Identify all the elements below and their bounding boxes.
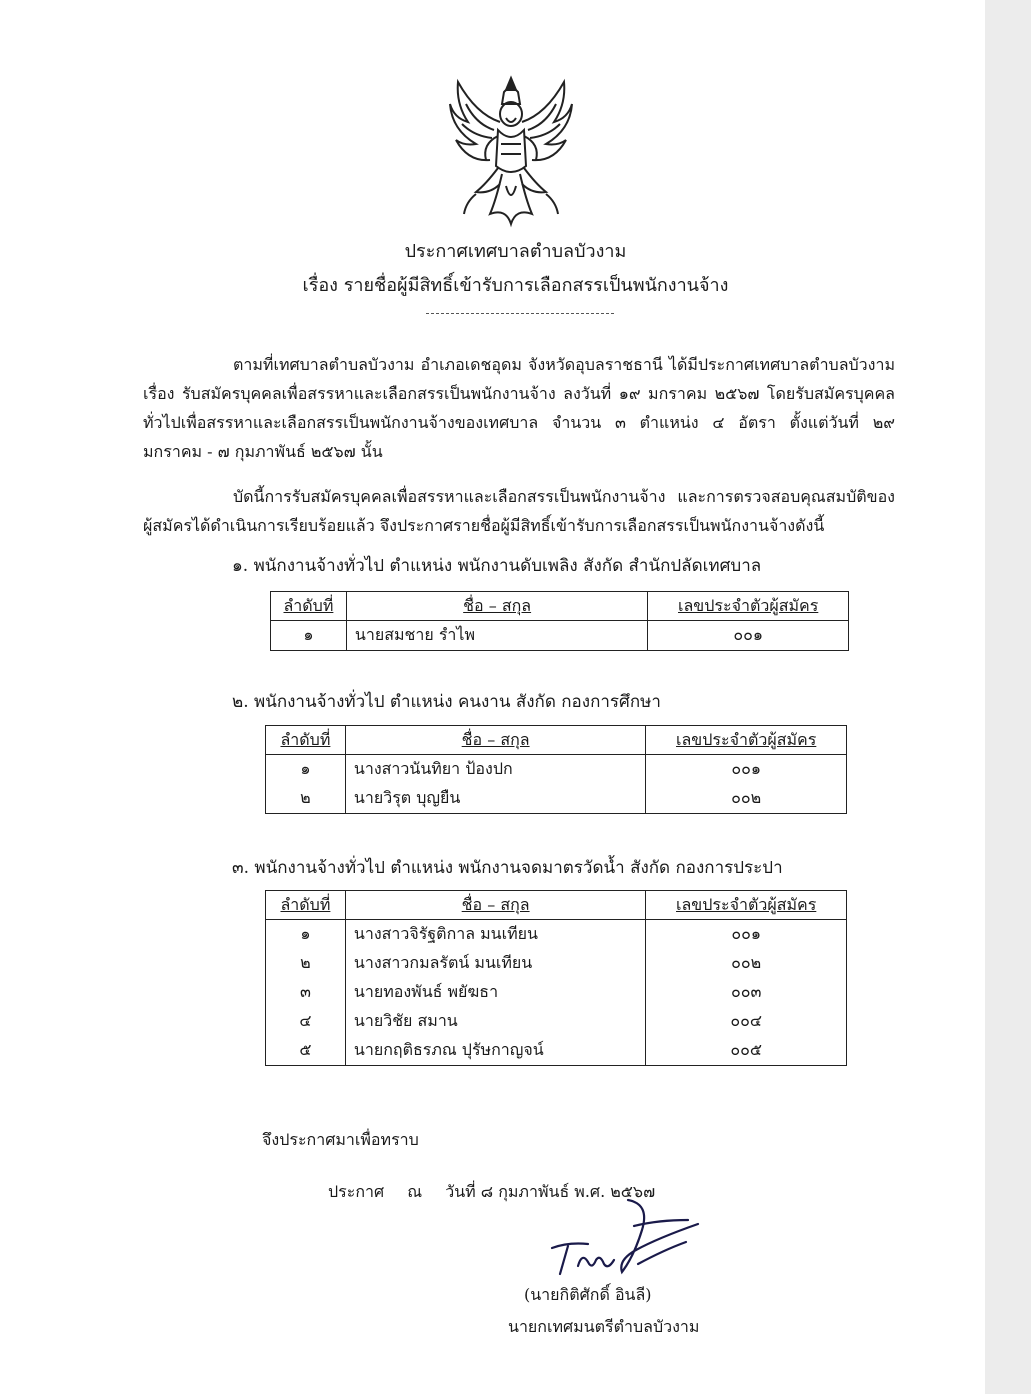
- row-name: นางสาวกมลรัตน์ มนเทียน: [345, 949, 645, 978]
- section-1-table: [270, 591, 849, 651]
- table-row: [266, 784, 847, 814]
- table-row: [266, 949, 847, 978]
- announce-at: ณ: [407, 1182, 423, 1201]
- row-applicant-id: ๐๐๔: [646, 1007, 847, 1036]
- row-applicant-id: ๐๐๑: [646, 920, 847, 950]
- row-name: นางสาวนันทิยา ป้องปก: [345, 755, 645, 785]
- header-applicant-id: เลขประจำตัวผู้สมัคร: [646, 891, 847, 920]
- row-order: ๓: [266, 978, 346, 1007]
- row-name: นายวิชัย สมาน: [345, 1007, 645, 1036]
- row-name: นายวิรุต บุญยืน: [345, 784, 645, 814]
- row-order: ๕: [266, 1036, 346, 1066]
- table-row: [266, 920, 847, 950]
- table-row: [266, 1036, 847, 1066]
- header-name: ชื่อ – สกุล: [345, 891, 645, 920]
- table-row: [266, 1007, 847, 1036]
- document-title: ประกาศเทศบาลตำบลบัวงาม: [404, 241, 627, 262]
- handwritten-signature: [538, 1190, 708, 1290]
- row-order: ๑: [271, 621, 347, 651]
- row-applicant-id: ๐๐๕: [646, 1036, 847, 1066]
- row-applicant-id: ๐๐๓: [646, 978, 847, 1007]
- row-name: นายสมชาย รำไพ: [346, 621, 647, 651]
- garuda-emblem-icon: [446, 74, 576, 230]
- signer-title: นายกเทศมนตรีตำบลบัวงาม: [508, 1317, 700, 1336]
- header-order: ลำดับที่: [266, 891, 346, 920]
- body-paragraph-1: [143, 350, 895, 466]
- section-2-heading: ๒. พนักงานจ้างทั่วไป ตำแหน่ง คนงาน สังกัด กองการศึกษา: [232, 692, 661, 712]
- header-applicant-id: เลขประจำตัวผู้สมัคร: [646, 726, 847, 755]
- section-3-table: [265, 890, 847, 1066]
- row-order: ๑: [266, 755, 346, 785]
- divider: [426, 313, 614, 314]
- row-name: นางสาวจิรัฐติกาล มนเทียน: [345, 920, 645, 950]
- row-order: ๒: [266, 784, 346, 814]
- announce-label: ประกาศ: [328, 1182, 385, 1201]
- section-3-heading: ๓. พนักงานจ้างทั่วไป ตำแหน่ง พนักงานจดมาตรวัดน้ำ สังกัด กองการประปา: [232, 858, 783, 878]
- row-applicant-id: ๐๐๒: [646, 949, 847, 978]
- header-applicant-id: เลขประจำตัวผู้สมัคร: [648, 592, 849, 621]
- row-applicant-id: ๐๐๑: [646, 755, 847, 785]
- row-order: ๒: [266, 949, 346, 978]
- document-subject: เรื่อง รายชื่อผู้มีสิทธิ์เข้ารับการเลือกสรรเป็นพนักงานจ้าง: [302, 275, 729, 296]
- signer-name: (นายกิติศักดิ์ อินลี): [524, 1285, 652, 1304]
- section-1-heading: ๑. พนักงานจ้างทั่วไป ตำแหน่ง พนักงานดับเพลิง สังกัด สำนักปลัดเทศบาล: [232, 556, 762, 576]
- table-row: [271, 621, 849, 651]
- row-name: นายกฤติธรภณ ปุรัษกาญจน์: [345, 1036, 645, 1066]
- announce-date: วันที่ ๘ กุมภาพันธ์ พ.ศ. ๒๕๖๗: [445, 1182, 656, 1201]
- paragraph-2-text: บัดนี้การรับสมัครบุคคลเพื่อสรรหาและเลือกสรรเป็นพนักงานจ้าง และการตรวจสอบคุณสมบัติของผู้สมัครได้ดำเนินการเรียบร้อยแล้ว จึงประกาศรายชื่อผู้มีสิทธิ์เข้ารับการเลือกสรรเป็นพนักงานจ้างดังนี้: [143, 487, 895, 535]
- body-paragraph-2: [143, 482, 895, 540]
- table-row: [266, 978, 847, 1007]
- header-name: ชื่อ – สกุล: [345, 726, 645, 755]
- section-2-table: [265, 725, 847, 814]
- paragraph-1-text: ตามที่เทศบาลตำบลบัวงาม อำเภอเดชอุดม จังหวัดอุบลราชธานี ได้มีประกาศเทศบาลตำบลบัวงาม เรื่อง รับสมัครบุคคลเพื่อสรรหาและเลือกสรรเป็นพนักงานจ้าง ลงวันที่ ๑๙ มกราคม ๒๕๖๗ โดยรับสมัครบุคคลทั่วไปเพื่อสรรหาและเลือกสรรเป็นพนักงานจ้างของเทศบาล จำนวน ๓ ตำแหน่ง ๔ อัตรา ตั้งแต่วันที่ ๒๙ มกราคม - ๗ กุมภาพันธ์ ๒๕๖๗ นั้น: [143, 355, 895, 461]
- header-name: ชื่อ – สกุล: [346, 592, 647, 621]
- closing-line: จึงประกาศมาเพื่อทราบ: [262, 1130, 419, 1149]
- header-order: ลำดับที่: [266, 726, 346, 755]
- row-order: ๑: [266, 920, 346, 950]
- table-row: [266, 755, 847, 785]
- row-name: นายทองพันธ์ พยัฆธา: [345, 978, 645, 1007]
- row-applicant-id: ๐๐๒: [646, 784, 847, 814]
- row-order: ๔: [266, 1007, 346, 1036]
- scan-edge: [985, 0, 1031, 1394]
- row-applicant-id: ๐๐๑: [648, 621, 849, 651]
- header-order: ลำดับที่: [271, 592, 347, 621]
